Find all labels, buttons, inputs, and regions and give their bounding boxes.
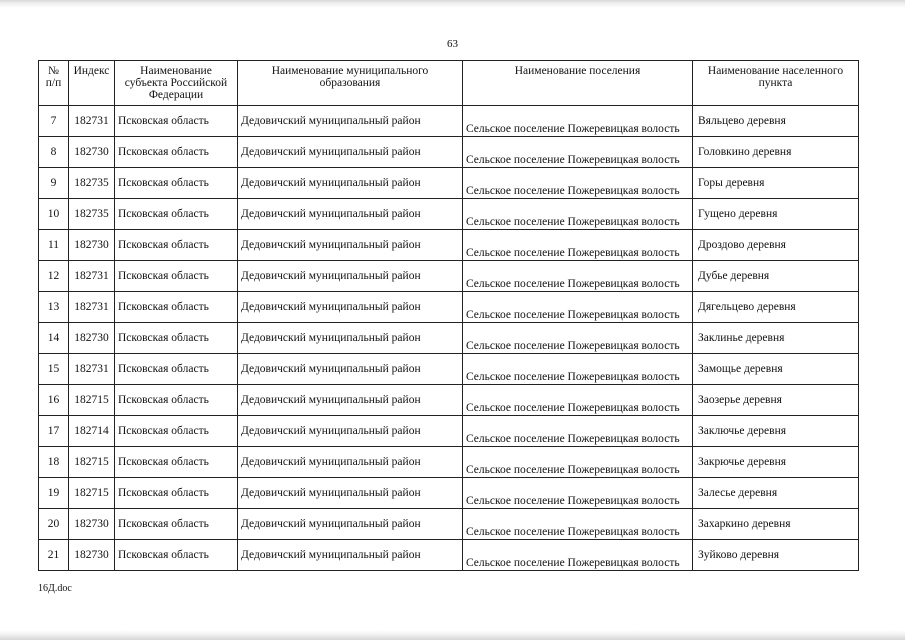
cell-index: 182715 [69,478,115,509]
cell-municipality: Дедовичский муниципальный район [238,354,463,385]
cell-subject: Псковская область [115,416,238,447]
cell-locality: Горы деревня [693,168,859,199]
cell-index: 182730 [69,323,115,354]
cell-index: 182715 [69,385,115,416]
cell-locality: Закрючье деревня [693,447,859,478]
cell-locality: Захаркино деревня [693,509,859,540]
cell-num: 12 [39,261,69,292]
table-row [39,261,859,292]
cell-num: 13 [39,292,69,323]
cell-num: 18 [39,447,69,478]
cell-num: 7 [39,106,69,137]
cell-subject: Псковская область [115,292,238,323]
header-settlement: Наименование поселения [463,61,693,106]
cell-settlement: Сельское поселение Пожеревицкая волость [463,261,693,292]
table-row [39,416,859,447]
cell-subject: Псковская область [115,354,238,385]
header-subject: Наименование субъекта Российской Федерации [115,61,238,106]
table-row [39,385,859,416]
table-row [39,447,859,478]
cell-index: 182735 [69,168,115,199]
cell-index: 182735 [69,199,115,230]
header-index: Индекс [69,61,115,106]
cell-locality: Заключье деревня [693,416,859,447]
cell-settlement: Сельское поселение Пожеревицкая волость [463,540,693,571]
cell-municipality: Дедовичский муниципальный район [238,230,463,261]
cell-municipality: Дедовичский муниципальный район [238,137,463,168]
cell-municipality: Дедовичский муниципальный район [238,447,463,478]
cell-num: 21 [39,540,69,571]
cell-index: 182730 [69,540,115,571]
page-number: 63 [447,38,458,50]
cell-subject: Псковская область [115,323,238,354]
cell-locality: Заозерье деревня [693,385,859,416]
cell-subject: Псковская область [115,447,238,478]
cell-municipality: Дедовичский муниципальный район [238,106,463,137]
cell-subject: Псковская область [115,106,238,137]
cell-num: 20 [39,509,69,540]
cell-index: 182731 [69,292,115,323]
cell-subject: Псковская область [115,478,238,509]
cell-num: 15 [39,354,69,385]
cell-municipality: Дедовичский муниципальный район [238,478,463,509]
table-row [39,323,859,354]
cell-subject: Псковская область [115,168,238,199]
table-row [39,509,859,540]
cell-subject: Псковская область [115,540,238,571]
cell-subject: Псковская область [115,509,238,540]
document-filename: 16Д.doc [38,583,72,594]
cell-num: 17 [39,416,69,447]
cell-settlement: Сельское поселение Пожеревицкая волость [463,199,693,230]
cell-settlement: Сельское поселение Пожеревицкая волость [463,230,693,261]
header-locality: Наименование населенного пункта [693,61,859,106]
cell-index: 182715 [69,447,115,478]
cell-settlement: Сельское поселение Пожеревицкая волость [463,509,693,540]
cell-municipality: Дедовичский муниципальный район [238,292,463,323]
cell-settlement: Сельское поселение Пожеревицкая волость [463,292,693,323]
cell-municipality: Дедовичский муниципальный район [238,199,463,230]
table-header-row [39,61,859,106]
cell-municipality: Дедовичский муниципальный район [238,168,463,199]
table-row [39,478,859,509]
cell-num: 10 [39,199,69,230]
cell-locality: Головкино деревня [693,137,859,168]
cell-subject: Псковская область [115,137,238,168]
cell-index: 182731 [69,261,115,292]
cell-locality: Гущено деревня [693,199,859,230]
cell-subject: Псковская область [115,199,238,230]
scan-edge-top [0,0,905,8]
cell-num: 14 [39,323,69,354]
cell-settlement: Сельское поселение Пожеревицкая волость [463,354,693,385]
cell-num: 11 [39,230,69,261]
table-row [39,199,859,230]
cell-num: 16 [39,385,69,416]
cell-settlement: Сельское поселение Пожеревицкая волость [463,447,693,478]
table-row [39,137,859,168]
cell-locality: Замощье деревня [693,354,859,385]
cell-index: 182730 [69,137,115,168]
table-row [39,106,859,137]
cell-municipality: Дедовичский муниципальный район [238,509,463,540]
cell-settlement: Сельское поселение Пожеревицкая волость [463,168,693,199]
table-row [39,292,859,323]
cell-num: 19 [39,478,69,509]
cell-settlement: Сельское поселение Пожеревицкая волость [463,385,693,416]
cell-municipality: Дедовичский муниципальный район [238,416,463,447]
locality-table [38,60,859,571]
cell-locality: Залесье деревня [693,478,859,509]
cell-settlement: Сельское поселение Пожеревицкая волость [463,137,693,168]
cell-index: 182731 [69,106,115,137]
cell-municipality: Дедовичский муниципальный район [238,323,463,354]
table-row [39,230,859,261]
cell-index: 182714 [69,416,115,447]
cell-municipality: Дедовичский муниципальный район [238,540,463,571]
cell-settlement: Сельское поселение Пожеревицкая волость [463,416,693,447]
cell-locality: Зуйково деревня [693,540,859,571]
header-num: № п/п [39,61,69,106]
cell-subject: Псковская область [115,261,238,292]
cell-num: 8 [39,137,69,168]
cell-index: 182730 [69,230,115,261]
cell-locality: Дубье деревня [693,261,859,292]
cell-num: 9 [39,168,69,199]
cell-index: 182730 [69,509,115,540]
cell-settlement: Сельское поселение Пожеревицкая волость [463,323,693,354]
cell-municipality: Дедовичский муниципальный район [238,261,463,292]
cell-settlement: Сельское поселение Пожеревицкая волость [463,478,693,509]
table-row [39,354,859,385]
cell-subject: Псковская область [115,230,238,261]
table-row [39,168,859,199]
table-row [39,540,859,571]
scan-edge-bottom [0,630,905,640]
cell-municipality: Дедовичский муниципальный район [238,385,463,416]
cell-locality: Дягельцево деревня [693,292,859,323]
cell-locality: Вяльцево деревня [693,106,859,137]
cell-subject: Псковская область [115,385,238,416]
header-municipality: Наименование муниципального образования [238,61,463,106]
cell-index: 182731 [69,354,115,385]
cell-settlement: Сельское поселение Пожеревицкая волость [463,106,693,137]
cell-locality: Дроздово деревня [693,230,859,261]
cell-locality: Заклинье деревня [693,323,859,354]
